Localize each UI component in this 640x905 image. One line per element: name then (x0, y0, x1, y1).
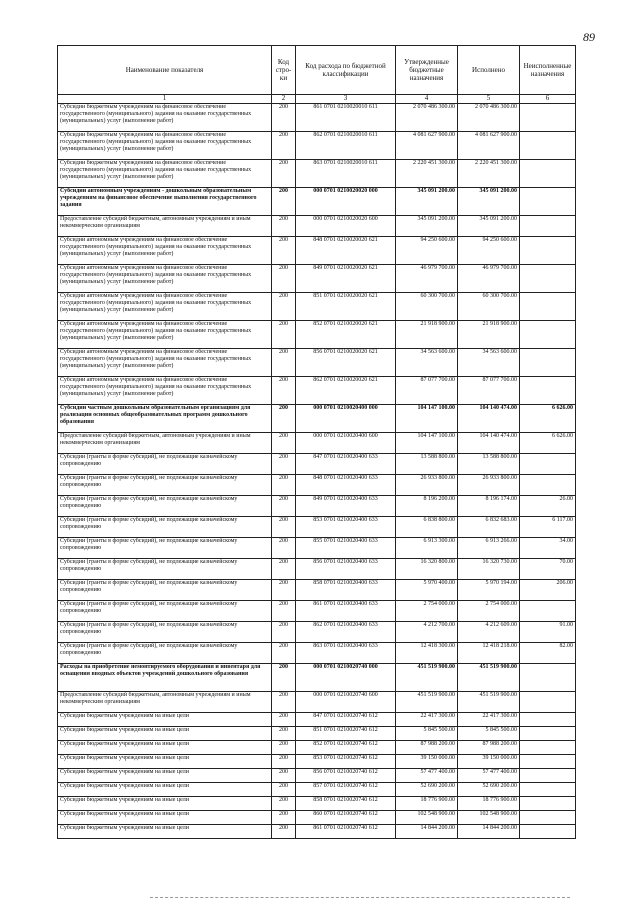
row-approved-cell: 16 320 800.00 (396, 559, 458, 580)
row-executed-cell: 104 140 474.00 (458, 405, 520, 433)
table-row (58, 349, 576, 377)
row-line-code-cell: 200 (272, 580, 296, 601)
row-unexecuted-cell (520, 475, 576, 496)
row-line-code-cell: 200 (272, 104, 296, 132)
row-approved-cell: 6 913 300.00 (396, 538, 458, 559)
row-executed-cell: 34 563 600.00 (458, 349, 520, 377)
row-expense-code-cell: 848 0701 0210020400 633 (296, 475, 396, 496)
row-name-cell: Предоставление субсидий бюджетным, автономным учреждениям и иным некоммерческим организациям (58, 692, 272, 713)
table-row (58, 188, 576, 216)
row-approved-cell: 52 690 200.00 (396, 783, 458, 797)
row-name-cell: Предоставление субсидий бюджетным, автономным учреждениям и иным некоммерческим организациям (58, 433, 272, 454)
row-expense-code-cell: 862 0701 0210020020 621 (296, 377, 396, 405)
row-executed-cell: 46 979 700.00 (458, 265, 520, 293)
row-name-cell: Субсидии бюджетным учреждениям на иные цели (58, 727, 272, 741)
row-line-code-cell: 200 (272, 601, 296, 622)
header-executed: Исполнено (458, 46, 520, 95)
table-row (58, 580, 576, 601)
row-name-cell: Субсидии бюджетным учреждениям на финансовое обеспечение государственного (муниципального) задания на оказание государственных (муниципальных) услуг (выполнение работ) (58, 160, 272, 188)
row-executed-cell: 18 776 900.00 (458, 797, 520, 811)
table-row (58, 727, 576, 741)
row-executed-cell: 87 988 200.00 (458, 741, 520, 755)
row-line-code-cell: 200 (272, 741, 296, 755)
row-approved-cell: 8 196 200.00 (396, 496, 458, 517)
row-approved-cell: 5 845 500.00 (396, 727, 458, 741)
table-row (58, 601, 576, 622)
row-name-cell: Субсидии бюджетным учреждениям на финансовое обеспечение государственного (муниципального) задания на оказание государственных (муниципальных) услуг (выполнение работ) (58, 132, 272, 160)
row-executed-cell: 6 832 683.00 (458, 517, 520, 538)
row-executed-cell: 2 070 486 300.00 (458, 104, 520, 132)
row-unexecuted-cell (520, 265, 576, 293)
row-expense-code-cell: 852 0701 0210020020 621 (296, 321, 396, 349)
row-line-code-cell: 200 (272, 160, 296, 188)
row-executed-cell: 5 970 194.00 (458, 580, 520, 601)
row-executed-cell: 345 091 200.00 (458, 216, 520, 237)
row-executed-cell: 22 417 300.00 (458, 713, 520, 727)
row-approved-cell: 2 220 451 300.00 (396, 160, 458, 188)
row-unexecuted-cell (520, 741, 576, 755)
row-line-code-cell: 200 (272, 755, 296, 769)
row-approved-cell: 102 548 900.00 (396, 811, 458, 825)
row-unexecuted-cell (520, 132, 576, 160)
row-executed-cell: 8 196 174.00 (458, 496, 520, 517)
row-name-cell: Субсидии бюджетным учреждениям на иные цели (58, 797, 272, 811)
row-name-cell: Субсидии бюджетным учреждениям на иные цели (58, 811, 272, 825)
table-row (58, 475, 576, 496)
page-number: 89 (583, 30, 595, 44)
row-executed-cell: 451 519 900.00 (458, 664, 520, 692)
row-name-cell: Субсидии частным дошкольным образовательным организациям для реализации основных общеобразовательных программ дошкольного образования (58, 405, 272, 433)
row-unexecuted-cell (520, 216, 576, 237)
row-expense-code-cell: 849 0701 0210020400 633 (296, 496, 396, 517)
row-approved-cell: 13 588 800.00 (396, 454, 458, 475)
row-name-cell: Субсидии автономным учреждениям на финансовое обеспечение государственного (муниципального) задания на оказание государственных (муниципальных) услуг (выполнение работ) (58, 293, 272, 321)
table-row (58, 783, 576, 797)
header-unexecuted: Неисполненные назначения (520, 46, 576, 95)
row-expense-code-cell: 855 0701 0210020400 633 (296, 538, 396, 559)
column-number: 2 (272, 95, 296, 104)
row-approved-cell: 57 477 400.00 (396, 769, 458, 783)
row-unexecuted-cell: 6 626.00 (520, 433, 576, 454)
row-approved-cell: 94 250 600.00 (396, 237, 458, 265)
row-unexecuted-cell (520, 727, 576, 741)
row-executed-cell: 14 844 200.00 (458, 825, 520, 839)
row-expense-code-cell: 853 0701 0210020400 633 (296, 517, 396, 538)
row-unexecuted-cell (520, 160, 576, 188)
row-unexecuted-cell (520, 825, 576, 839)
row-approved-cell: 451 519 900.00 (396, 664, 458, 692)
row-unexecuted-cell (520, 188, 576, 216)
column-number: 6 (520, 95, 576, 104)
row-approved-cell: 6 838 800.00 (396, 517, 458, 538)
row-line-code-cell: 200 (272, 825, 296, 839)
row-approved-cell: 60 300 700.00 (396, 293, 458, 321)
row-name-cell: Субсидии бюджетным учреждениям на иные цели (58, 713, 272, 727)
row-expense-code-cell: 851 0701 0210020740 612 (296, 727, 396, 741)
row-line-code-cell: 200 (272, 727, 296, 741)
row-name-cell: Субсидии бюджетным учреждениям на иные цели (58, 769, 272, 783)
table-row (58, 741, 576, 755)
row-expense-code-cell: 860 0701 0210020740 612 (296, 811, 396, 825)
row-name-cell: Субсидии (гранты в форме субсидий), не подлежащие казначейскому сопровождению (58, 454, 272, 475)
row-executed-cell: 345 091 200.00 (458, 188, 520, 216)
row-expense-code-cell: 858 0701 0210020400 633 (296, 580, 396, 601)
table-row (58, 797, 576, 811)
table-row (58, 643, 576, 664)
row-approved-cell: 39 150 000.00 (396, 755, 458, 769)
row-line-code-cell: 200 (272, 769, 296, 783)
row-expense-code-cell: 856 0701 0210020400 633 (296, 559, 396, 580)
row-expense-code-cell: 000 0701 0210020400 000 (296, 405, 396, 433)
row-expense-code-cell: 851 0701 0210020020 621 (296, 293, 396, 321)
row-expense-code-cell: 000 0701 0210020020 600 (296, 216, 396, 237)
row-unexecuted-cell (520, 692, 576, 713)
row-line-code-cell: 200 (272, 811, 296, 825)
row-line-code-cell: 200 (272, 559, 296, 580)
table-row (58, 454, 576, 475)
row-executed-cell: 2 220 451 300.00 (458, 160, 520, 188)
row-line-code-cell: 200 (272, 713, 296, 727)
row-line-code-cell: 200 (272, 475, 296, 496)
table-body (58, 104, 576, 839)
row-unexecuted-cell (520, 797, 576, 811)
row-name-cell: Субсидии автономным учреждениям на финансовое обеспечение государственного (муниципального) задания на оказание государственных (муниципальных) услуг (выполнение работ) (58, 237, 272, 265)
row-line-code-cell: 200 (272, 349, 296, 377)
row-executed-cell: 2 754 000.00 (458, 601, 520, 622)
row-name-cell: Субсидии (гранты в форме субсидий), не подлежащие казначейскому сопровождению (58, 496, 272, 517)
row-approved-cell: 14 844 200.00 (396, 825, 458, 839)
row-line-code-cell: 200 (272, 783, 296, 797)
row-executed-cell: 87 077 700.00 (458, 377, 520, 405)
row-expense-code-cell: 858 0701 0210020740 612 (296, 797, 396, 811)
row-executed-cell: 4 081 627 900.00 (458, 132, 520, 160)
row-expense-code-cell: 861 0701 0210020740 612 (296, 825, 396, 839)
header-code: Код стро-ки (272, 46, 296, 95)
row-name-cell: Субсидии (гранты в форме субсидий), не подлежащие казначейскому сопровождению (58, 580, 272, 601)
row-name-cell: Субсидии автономным учреждениям на финансовое обеспечение государственного (муниципального) задания на оказание государственных (муниципальных) услуг (выполнение работ) (58, 377, 272, 405)
row-executed-cell: 21 918 900.00 (458, 321, 520, 349)
table-row (58, 237, 576, 265)
row-name-cell: Субсидии (гранты в форме субсидий), не подлежащие казначейскому сопровождению (58, 643, 272, 664)
row-approved-cell: 4 212 700.00 (396, 622, 458, 643)
row-approved-cell: 12 418 300.00 (396, 643, 458, 664)
table-row (58, 160, 576, 188)
row-name-cell: Субсидии бюджетным учреждениям на иные цели (58, 755, 272, 769)
row-executed-cell: 12 418 218.00 (458, 643, 520, 664)
row-expense-code-cell: 000 0701 0210020020 000 (296, 188, 396, 216)
table-row (58, 405, 576, 433)
header-row (58, 46, 576, 95)
row-name-cell: Субсидии бюджетным учреждениям на иные цели (58, 783, 272, 797)
row-unexecuted-cell: 34.00 (520, 538, 576, 559)
table-row (58, 377, 576, 405)
table-row (58, 825, 576, 839)
row-line-code-cell: 200 (272, 496, 296, 517)
row-executed-cell: 102 548 900.00 (458, 811, 520, 825)
row-name-cell: Расходы на приобретение немонтируемого оборудования и инвентаря для оснащения вводных объектов учреждений дошкольного образования (58, 664, 272, 692)
row-unexecuted-cell: 91.00 (520, 622, 576, 643)
row-expense-code-cell: 861 0701 0210020400 633 (296, 601, 396, 622)
table-row (58, 769, 576, 783)
row-line-code-cell: 200 (272, 188, 296, 216)
row-unexecuted-cell (520, 293, 576, 321)
row-executed-cell: 13 588 800.00 (458, 454, 520, 475)
row-expense-code-cell: 000 0701 0210020740 000 (296, 664, 396, 692)
row-unexecuted-cell (520, 321, 576, 349)
row-line-code-cell: 200 (272, 265, 296, 293)
table-row (58, 538, 576, 559)
row-expense-code-cell: 857 0701 0210020740 612 (296, 783, 396, 797)
row-approved-cell: 345 091 200.00 (396, 188, 458, 216)
row-line-code-cell: 200 (272, 517, 296, 538)
table-row (58, 692, 576, 713)
row-unexecuted-cell: 70.00 (520, 559, 576, 580)
row-approved-cell: 22 417 300.00 (396, 713, 458, 727)
row-expense-code-cell: 856 0701 0210020020 621 (296, 349, 396, 377)
row-approved-cell: 2 070 486 300.00 (396, 104, 458, 132)
table-row (58, 496, 576, 517)
table-row (58, 293, 576, 321)
row-unexecuted-cell (520, 104, 576, 132)
row-line-code-cell: 200 (272, 216, 296, 237)
row-unexecuted-cell: 6 626.00 (520, 405, 576, 433)
header-name: Наименование показателя (58, 46, 272, 95)
row-executed-cell: 94 250 600.00 (458, 237, 520, 265)
row-executed-cell: 451 519 900.00 (458, 692, 520, 713)
row-unexecuted-cell (520, 454, 576, 475)
row-executed-cell: 52 690 200.00 (458, 783, 520, 797)
row-name-cell: Субсидии автономным учреждениям на финансовое обеспечение государственного (муниципального) задания на оказание государственных (муниципальных) услуг (выполнение работ) (58, 349, 272, 377)
column-numbers-row (58, 95, 576, 104)
row-unexecuted-cell (520, 769, 576, 783)
row-expense-code-cell: 852 0701 0210020740 612 (296, 741, 396, 755)
row-expense-code-cell: 862 0701 0210020010 611 (296, 132, 396, 160)
row-line-code-cell: 200 (272, 454, 296, 475)
row-expense-code-cell: 847 0701 0210020740 612 (296, 713, 396, 727)
header-expense-code: Код расхода по бюджетной классификации (296, 46, 396, 95)
row-line-code-cell: 200 (272, 237, 296, 265)
row-name-cell: Субсидии бюджетным учреждениям на финансовое обеспечение государственного (муниципального) задания на оказание государственных (муниципальных) услуг (выполнение работ) (58, 104, 272, 132)
table-row (58, 517, 576, 538)
row-executed-cell: 16 320 730.00 (458, 559, 520, 580)
row-approved-cell: 4 081 627 900.00 (396, 132, 458, 160)
table-row (58, 664, 576, 692)
row-unexecuted-cell: 6 117.00 (520, 517, 576, 538)
row-line-code-cell: 200 (272, 797, 296, 811)
row-name-cell: Субсидии автономным учреждениям на финансовое обеспечение государственного (муниципального) задания на оказание государственных (муниципальных) услуг (выполнение работ) (58, 265, 272, 293)
row-unexecuted-cell (520, 811, 576, 825)
row-approved-cell: 87 077 700.00 (396, 377, 458, 405)
row-line-code-cell: 200 (272, 692, 296, 713)
footer-divider (150, 897, 570, 899)
row-line-code-cell: 200 (272, 321, 296, 349)
row-unexecuted-cell (520, 713, 576, 727)
row-name-cell: Субсидии (гранты в форме субсидий), не подлежащие казначейскому сопровождению (58, 517, 272, 538)
row-approved-cell: 46 979 700.00 (396, 265, 458, 293)
row-executed-cell: 4 212 609.00 (458, 622, 520, 643)
row-unexecuted-cell (520, 664, 576, 692)
table-row (58, 755, 576, 769)
row-approved-cell: 2 754 000.00 (396, 601, 458, 622)
table-row (58, 559, 576, 580)
row-line-code-cell: 200 (272, 377, 296, 405)
row-name-cell: Субсидии (гранты в форме субсидий), не подлежащие казначейскому сопровождению (58, 601, 272, 622)
row-line-code-cell: 200 (272, 132, 296, 160)
table-row (58, 713, 576, 727)
table-row (58, 622, 576, 643)
row-expense-code-cell: 848 0701 0210020020 621 (296, 237, 396, 265)
row-executed-cell: 104 140 474.00 (458, 433, 520, 454)
row-unexecuted-cell: 82.00 (520, 643, 576, 664)
table-row (58, 132, 576, 160)
table-row (58, 265, 576, 293)
row-line-code-cell: 200 (272, 664, 296, 692)
row-executed-cell: 60 300 700.00 (458, 293, 520, 321)
row-expense-code-cell: 847 0701 0210020400 633 (296, 454, 396, 475)
row-executed-cell: 5 845 500.00 (458, 727, 520, 741)
header-approved: Утвержденные бюджетные назначения (396, 46, 458, 95)
row-name-cell: Субсидии (гранты в форме субсидий), не подлежащие казначейскому сопровождению (58, 622, 272, 643)
row-approved-cell: 104 147 100.00 (396, 405, 458, 433)
row-name-cell: Субсидии (гранты в форме субсидий), не подлежащие казначейскому сопровождению (58, 475, 272, 496)
row-unexecuted-cell (520, 349, 576, 377)
budget-execution-table (57, 45, 576, 839)
row-line-code-cell: 200 (272, 405, 296, 433)
row-expense-code-cell: 862 0701 0210020400 633 (296, 622, 396, 643)
column-number: 5 (458, 95, 520, 104)
row-unexecuted-cell (520, 755, 576, 769)
row-approved-cell: 87 988 200.00 (396, 741, 458, 755)
table-row (58, 321, 576, 349)
column-number: 4 (396, 95, 458, 104)
row-approved-cell: 26 933 800.00 (396, 475, 458, 496)
row-expense-code-cell: 861 0701 0210020010 611 (296, 104, 396, 132)
row-line-code-cell: 200 (272, 643, 296, 664)
row-executed-cell: 57 477 400.00 (458, 769, 520, 783)
row-approved-cell: 451 519 900.00 (396, 692, 458, 713)
row-approved-cell: 18 776 900.00 (396, 797, 458, 811)
row-approved-cell: 21 918 900.00 (396, 321, 458, 349)
row-unexecuted-cell (520, 601, 576, 622)
row-approved-cell: 5 970 400.00 (396, 580, 458, 601)
row-unexecuted-cell (520, 783, 576, 797)
table-row (58, 811, 576, 825)
column-number: 3 (296, 95, 396, 104)
row-approved-cell: 34 563 600.00 (396, 349, 458, 377)
row-line-code-cell: 200 (272, 538, 296, 559)
row-unexecuted-cell: 206.00 (520, 580, 576, 601)
row-expense-code-cell: 863 0701 0210020400 633 (296, 643, 396, 664)
row-line-code-cell: 200 (272, 622, 296, 643)
row-expense-code-cell: 863 0701 0210020010 611 (296, 160, 396, 188)
row-name-cell: Субсидии автономным учреждениям - дошкольным образовательным учреждениям на финансовое обеспечение выполнения государственного задания (58, 188, 272, 216)
row-unexecuted-cell (520, 237, 576, 265)
row-executed-cell: 39 150 000.00 (458, 755, 520, 769)
row-expense-code-cell: 849 0701 0210020020 621 (296, 265, 396, 293)
column-number: 1 (58, 95, 272, 104)
row-executed-cell: 26 933 800.00 (458, 475, 520, 496)
row-expense-code-cell: 856 0701 0210020740 612 (296, 769, 396, 783)
row-unexecuted-cell: 26.00 (520, 496, 576, 517)
row-approved-cell: 104 147 100.00 (396, 433, 458, 454)
row-approved-cell: 345 091 200.00 (396, 216, 458, 237)
row-line-code-cell: 200 (272, 293, 296, 321)
row-expense-code-cell: 853 0701 0210020740 612 (296, 755, 396, 769)
row-expense-code-cell: 000 0701 0210020400 600 (296, 433, 396, 454)
row-name-cell: Субсидии бюджетным учреждениям на иные цели (58, 825, 272, 839)
row-expense-code-cell: 000 0701 0210020740 600 (296, 692, 396, 713)
table-row (58, 433, 576, 454)
table-row (58, 104, 576, 132)
row-name-cell: Субсидии (гранты в форме субсидий), не подлежащие казначейскому сопровождению (58, 538, 272, 559)
row-executed-cell: 6 913 266.00 (458, 538, 520, 559)
table-row (58, 216, 576, 237)
row-name-cell: Субсидии автономным учреждениям на финансовое обеспечение государственного (муниципального) задания на оказание государственных (муниципальных) услуг (выполнение работ) (58, 321, 272, 349)
row-name-cell: Субсидии (гранты в форме субсидий), не подлежащие казначейскому сопровождению (58, 559, 272, 580)
row-name-cell: Предоставление субсидий бюджетным, автономным учреждениям и иным некоммерческим организациям (58, 216, 272, 237)
row-name-cell: Субсидии бюджетным учреждениям на иные цели (58, 741, 272, 755)
row-unexecuted-cell (520, 377, 576, 405)
row-line-code-cell: 200 (272, 433, 296, 454)
